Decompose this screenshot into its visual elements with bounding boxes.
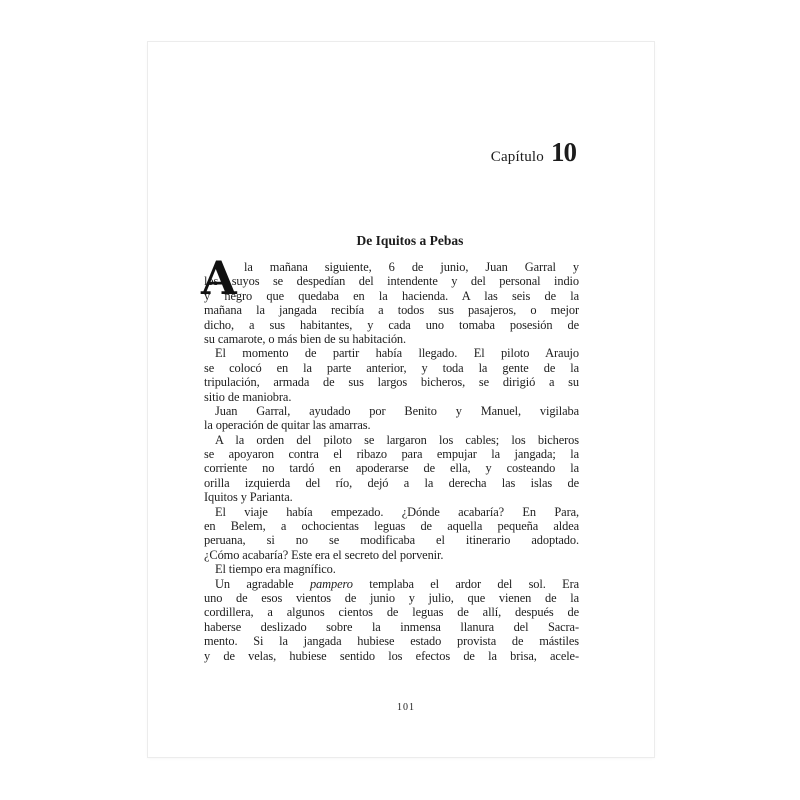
- chapter-heading: [491, 137, 576, 168]
- section-title: De Iquitos a Pebas: [356, 233, 464, 248]
- text-line: su camarote, o más bien de su habitación.: [204, 331, 407, 346]
- text-line: orilla izquierda del río, dejó a la derecha las islas de: [204, 475, 579, 490]
- text-line: y de velas, hubiese sentido los efectos de la brisa, acele-: [204, 648, 579, 663]
- book-page: [148, 42, 654, 757]
- text-line: dicho, a sus habitantes, y cada uno tomaba posesión de: [204, 317, 579, 332]
- text-line: Iquitos y Parianta.: [204, 490, 293, 505]
- text-line: mañana la jangada recibía a todos sus pasajeros, o mejor: [204, 303, 579, 318]
- text-line: Un agradable pampero templaba el ardor del sol. Era: [215, 576, 579, 591]
- text-line: y negro que quedaba en la hacienda. A las seis de la: [204, 288, 579, 303]
- chapter-number: 10: [551, 137, 576, 167]
- text-line: cordillera, a algunos cientos de leguas de allí, después de: [204, 605, 579, 620]
- text-line: haberse deslizado sobre la inmensa llanura del Sacra-: [204, 619, 579, 634]
- text-line: en Belem, a ochocientas leguas de aquella pequeña aldea: [204, 519, 579, 534]
- text-line: El tiempo era magnífico.: [215, 562, 336, 577]
- chapter-label: Capítulo: [490, 149, 544, 165]
- text-line: A la orden del piloto se largaron los cables; los bicheros: [215, 432, 579, 447]
- text-line: corriente no tardó en apoderarse de ella, y costeando la: [204, 461, 579, 476]
- text-line: mento. Si la jangada hubiese estado provista de mástiles: [204, 634, 579, 649]
- text-line: la mañana siguiente, 6 de junio, Juan Garral y: [244, 260, 579, 274]
- text-line: El momento de partir había llegado. El piloto Araujo: [215, 346, 579, 361]
- body-text: [201, 251, 579, 663]
- text-line: se apoyaron contra el ribazo para empujar la jangada; la: [204, 447, 579, 462]
- text-line: El viaje había empezado. ¿Dónde acabaría? En Para,: [215, 504, 579, 519]
- drop-cap: A: [201, 251, 237, 305]
- page-number: 101: [397, 702, 415, 713]
- text-line: se colocó en la parte anterior, y toda la gente de la: [204, 360, 579, 375]
- text-line: Juan Garral, ayudado por Benito y Manuel, vigilaba: [215, 403, 579, 418]
- text-line: los suyos se despedían del intendente y del personal indio: [204, 274, 579, 289]
- text-line: la operación de quitar las amarras.: [204, 418, 371, 433]
- text-line: tripulación, armada de sus largos bicheros, se dirigió a su: [204, 375, 579, 390]
- text-line: uno de esos vientos de junio y julio, que vienen de la: [204, 590, 579, 605]
- text-line: sitio de maniobra.: [204, 389, 292, 404]
- text-line: peruana, si no se modificaba el itinerario adoptado.: [204, 533, 579, 548]
- text-line: ¿Cómo acabaría? Este era el secreto del porvenir.: [204, 547, 444, 562]
